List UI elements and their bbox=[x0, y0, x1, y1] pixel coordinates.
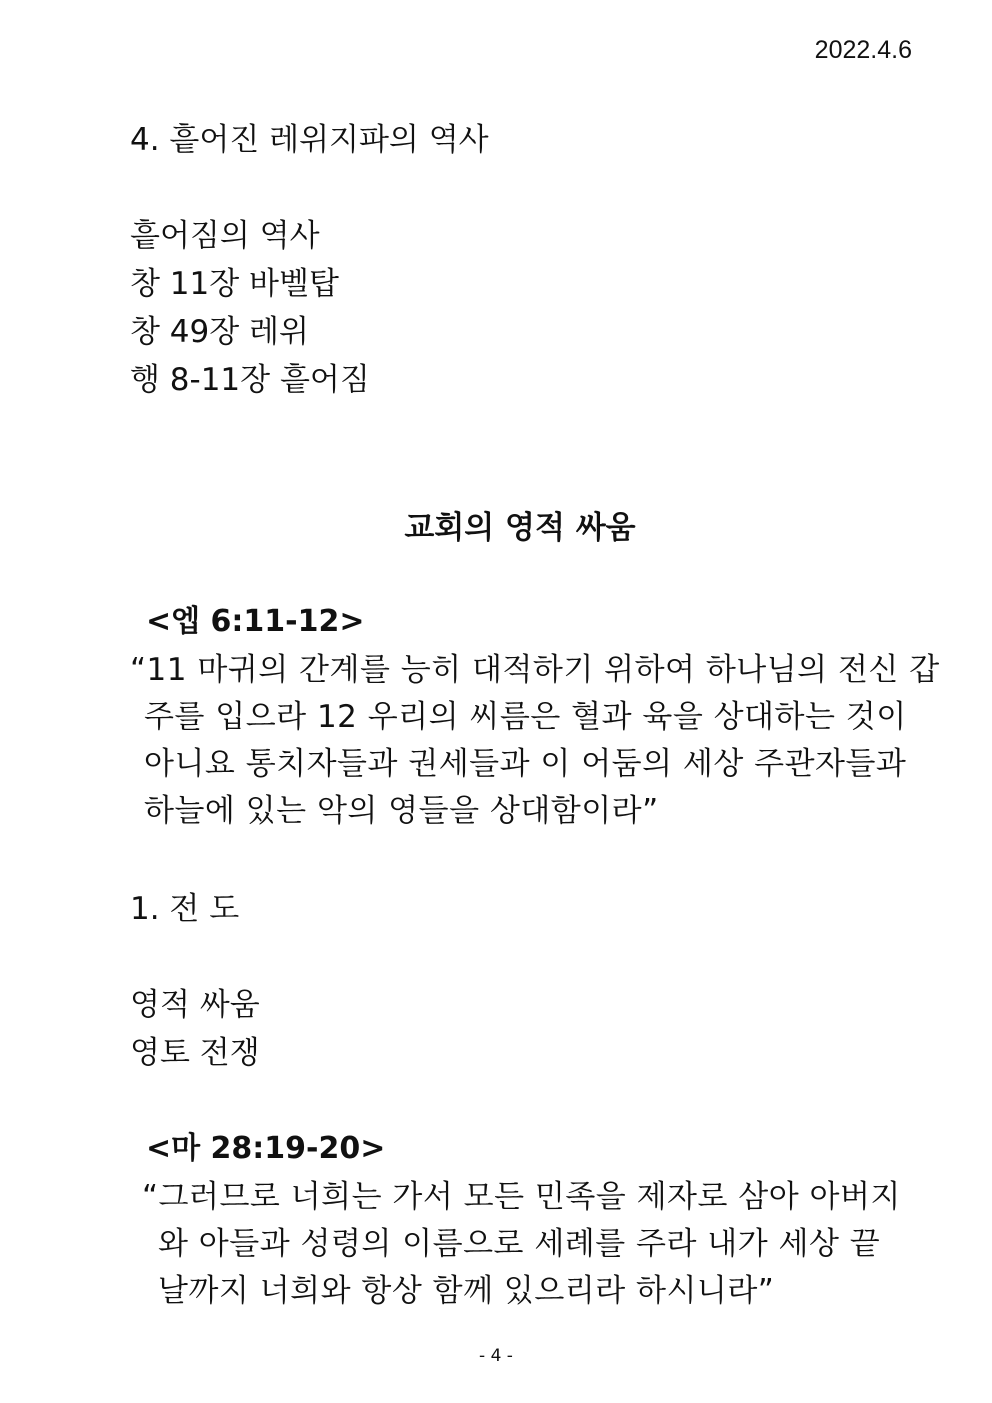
section-1-title: 1. 전 도 bbox=[130, 891, 240, 927]
passage-1-line: 주를 입으라 12 우리의 씨름은 혈과 육을 상대하는 것이 bbox=[144, 699, 907, 735]
passage-2-line: “그러므로 너희는 가서 모든 민족을 제자로 삼아 아버지 bbox=[142, 1179, 901, 1215]
page-number: - 4 - bbox=[479, 1346, 513, 1366]
document-date: 2022.4.6 bbox=[814, 36, 912, 64]
main-heading: 교회의 영적 싸움 bbox=[404, 510, 636, 546]
section-4-line: 창 11장 바벨탑 bbox=[130, 266, 339, 302]
passage-2-line: 날까지 너희와 항상 함께 있으리라 하시니라” bbox=[158, 1273, 775, 1309]
section-1-line: 영토 전쟁 bbox=[130, 1035, 260, 1071]
passage-1-line: 아니요 통치자들과 권세들과 이 어둠의 세상 주관자들과 bbox=[144, 746, 907, 782]
section-4-title: 4. 흩어진 레위지파의 역사 bbox=[130, 122, 489, 158]
section-4-line: 흩어짐의 역사 bbox=[130, 218, 320, 254]
passage-2-line: 와 아들과 성령의 이름으로 세례를 주라 내가 세상 끝 bbox=[158, 1226, 881, 1262]
section-1-line: 영적 싸움 bbox=[130, 987, 260, 1023]
passage-1-line: 하늘에 있는 악의 영들을 상대함이라” bbox=[144, 793, 659, 829]
section-4-line: 창 49장 레위 bbox=[130, 314, 309, 350]
section-4-line: 행 8-11장 흩어짐 bbox=[130, 362, 370, 398]
passage-1-line: “11 마귀의 간계를 능히 대적하기 위하여 하나님의 전신 갑 bbox=[130, 652, 940, 688]
passage-2-reference: <마 28:19-20> bbox=[146, 1131, 386, 1166]
passage-1-reference: <엡 6:11-12> bbox=[146, 604, 365, 639]
